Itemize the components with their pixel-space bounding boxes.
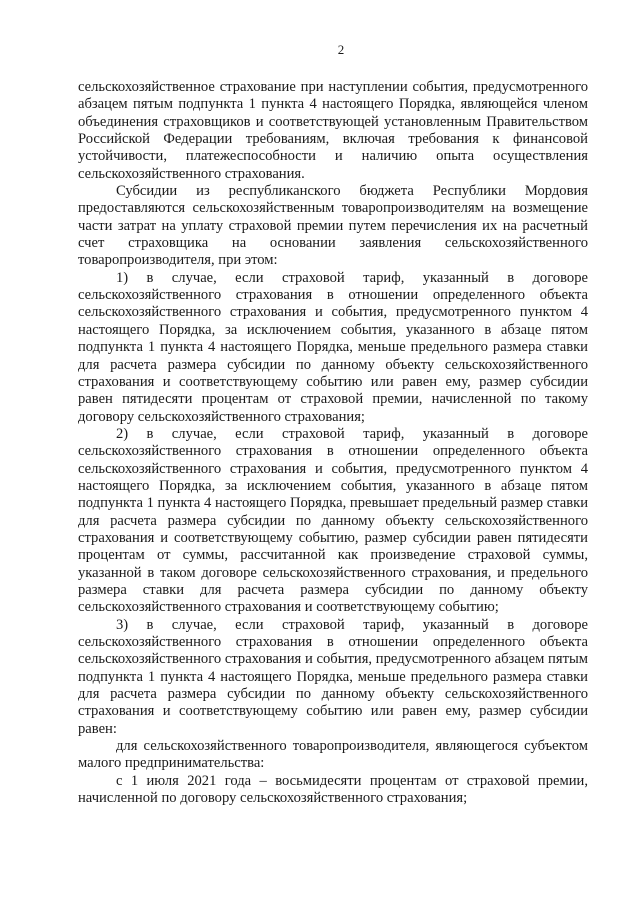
paragraph-item-2: 2) в случае, если страховой тариф, указанный в договоре сельскохозяйственного страхования в отношении определенного объекта сельскохозяйственного страхования и события, предусмотренного пунктом 4 настоящего Порядка, за исключением события, указанного в абзаце пятом подпункта 1 пункта 4 настоящего Порядка, превышает предельный размер ставки для расчета размера субсидии по данному объекту сельскохозяйственного страхования и соответствующему событию, размер субсидии равен пятидесяти процентам от суммы, рассчитанной как произведение страховой суммы, указанной в таком договоре сельскохозяйственного страхования, и предельного размера ставки для расчета размера субсидии по данному объекту сельскохозяйственного страхования и соответствующему событию; xyxy=(78,425,588,616)
document-body xyxy=(78,79,588,807)
paragraph-from-july-2021: с 1 июля 2021 года – восьмидесяти процентам от страховой премии, начисленной по договору сельскохозяйственного страхования; xyxy=(78,772,588,807)
paragraph-subsidy-provision: Субсидии из республиканского бюджета Республики Мордовия предоставляются сельскохозяйственным товаропроизводителям на возмещение части затрат на уплату страховой премии путем перечисления их на расчетный счет страховщика на основании заявления сельскохозяйственного товаропроизводителя, при этом: xyxy=(78,183,588,269)
paragraph-small-business: для сельскохозяйственного товаропроизводителя, являющегося субъектом малого предпринимательства: xyxy=(78,738,588,772)
paragraph-insurer-definition: сельскохозяйственное страхование при наступлении события, предусмотренного абзацем пятым подпункта 1 пункта 4 настоящего Порядка, являющейся членом объединения страховщиков и соответствующей установленным Правительством Российской Федерации требованиям, включая требования к финансовой устойчивости, платежеспособности и наличию опыта осуществления сельскохозяйственного страхования. xyxy=(78,79,588,182)
paragraph-item-1: 1) в случае, если страховой тариф, указанный в договоре сельскохозяйственного страхования в отношении определенного объекта сельскохозяйственного страхования и события, предусмотренного пунктом 4 настоящего Порядка, за исключением события, указанного в абзаце пятом подпункта 1 пункта 4 настоящего Порядка, меньше предельного размера ставки для расчета размера субсидии по данному объекту сельскохозяйственного страхования и соответствующему событию или равен ему, размер субсидии равен пятидесяти процентам от страховой премии, начисленной по такому договору сельскохозяйственного страхования; xyxy=(78,269,588,425)
page-number: 2 xyxy=(337,42,345,57)
paragraph-item-3: 3) в случае, если страховой тариф, указанный в договоре сельскохозяйственного страхования в отношении определенного объекта сельскохозяйственного страхования и события, предусмотренного абзацем пятым подпункта 1 пункта 4 настоящего Порядка, меньше предельного размера ставки для расчета размера субсидии по данному объекту сельскохозяйственного страхования и соответствующему событию или равен ему, размер субсидии равен: xyxy=(78,616,588,737)
